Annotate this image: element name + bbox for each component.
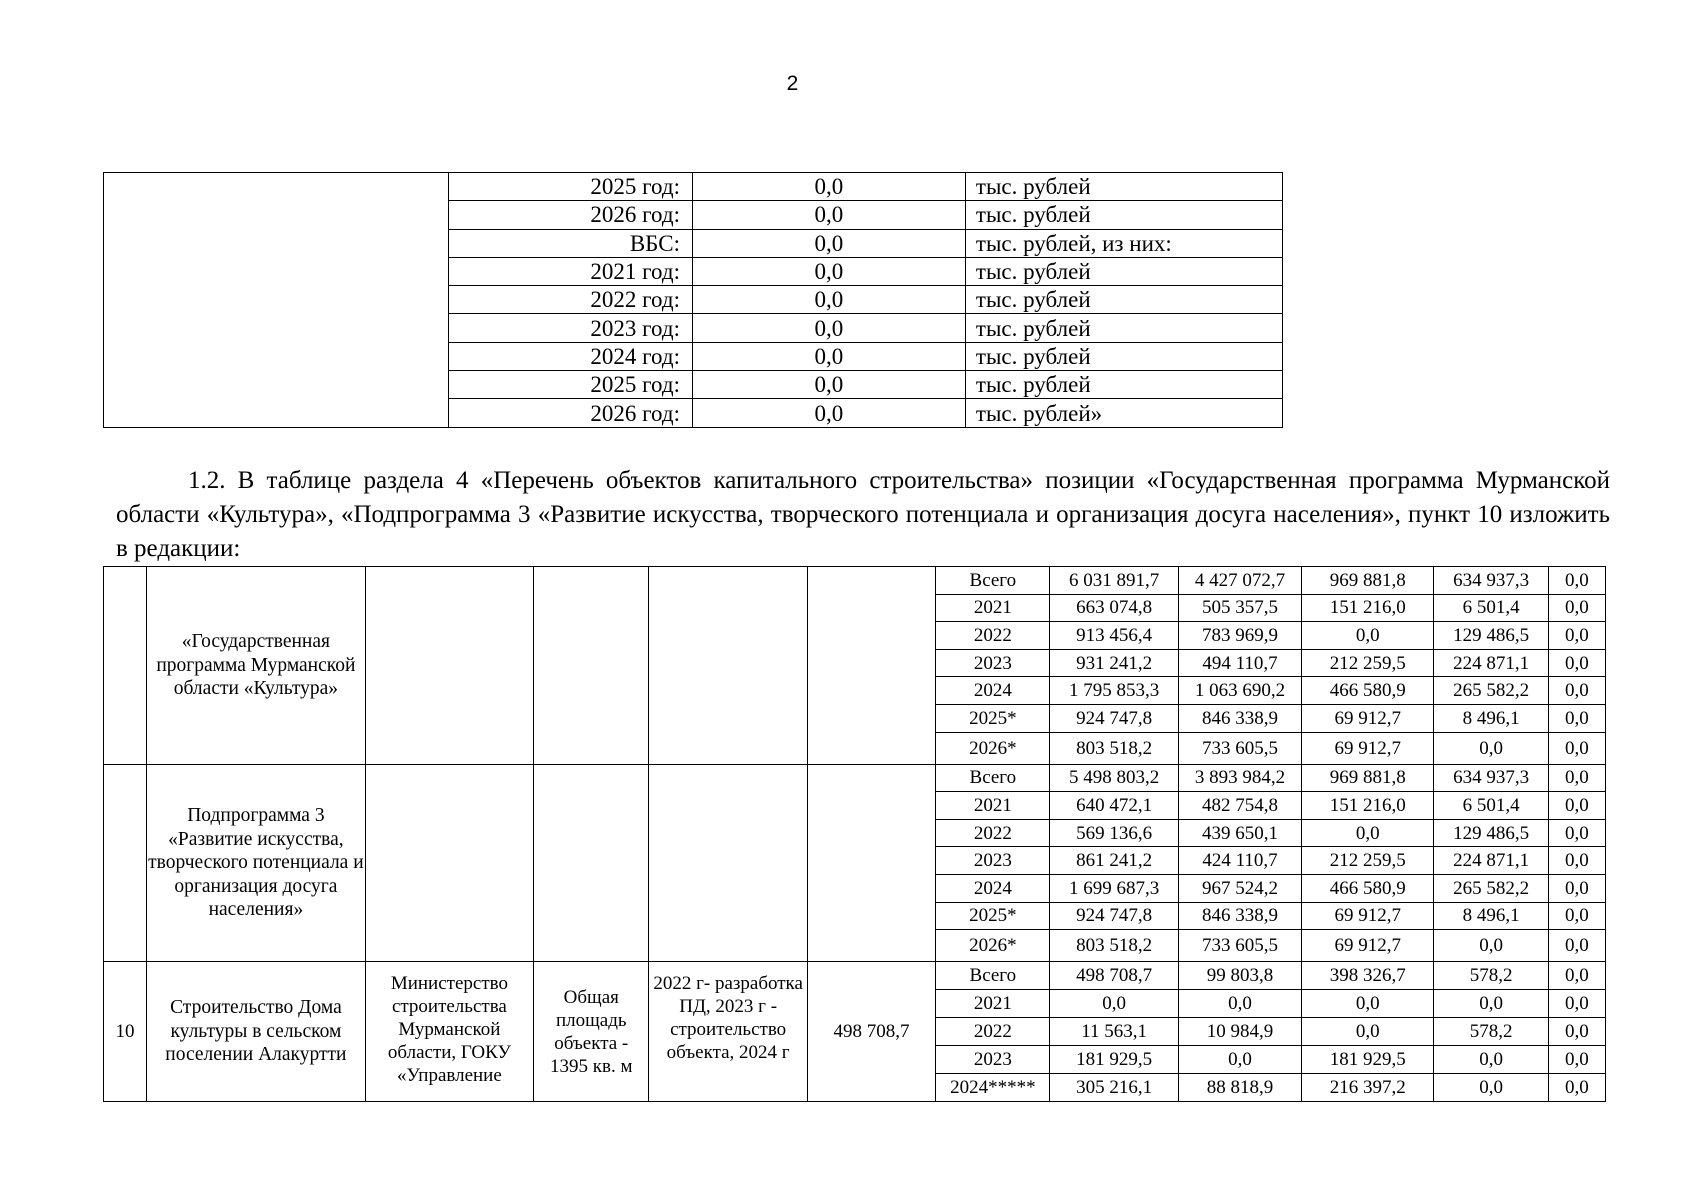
cell-year: 2022	[936, 1018, 1050, 1046]
cell-total: 803 518,2	[1050, 930, 1178, 962]
cell-total: 6 031 891,7	[1050, 567, 1178, 595]
responsible-org	[365, 764, 533, 962]
cell-federal: 967 524,2	[1178, 874, 1301, 902]
cell-total: 11 563,1	[1050, 1018, 1178, 1046]
cell-local: 224 871,1	[1434, 649, 1548, 677]
cell-other: 0,0	[1548, 1046, 1605, 1074]
cell-total: 924 747,8	[1050, 902, 1178, 930]
cell-year: 2021	[936, 594, 1050, 622]
funding-summary-table	[103, 172, 1283, 428]
cell-total: 924 747,8	[1050, 704, 1178, 732]
cell-other: 0,0	[1548, 874, 1605, 902]
cell-total: 1 699 687,3	[1050, 874, 1178, 902]
cell-other: 0,0	[1548, 1074, 1605, 1102]
cell-year: 2026*	[936, 732, 1050, 764]
object-capacity	[534, 764, 649, 962]
cell-local: 0,0	[1434, 930, 1548, 962]
cell-local: 0,0	[1434, 990, 1548, 1018]
cell-other: 0,0	[1548, 1018, 1605, 1046]
capital-construction-table	[103, 566, 1606, 1102]
construction-period	[649, 764, 807, 962]
cell-local: 265 582,2	[1434, 874, 1548, 902]
cell-regional: 0,0	[1302, 990, 1434, 1018]
cell-other: 0,0	[1548, 792, 1605, 820]
funding-label: 2026 год:	[449, 399, 693, 427]
cell-year: 2024	[936, 874, 1050, 902]
funding-label: 2023 год:	[449, 314, 693, 342]
funding-value: 0,0	[692, 371, 965, 399]
cell-local: 578,2	[1434, 962, 1548, 990]
cell-total: 305 216,1	[1050, 1074, 1178, 1102]
cell-federal: 783 969,9	[1178, 622, 1301, 650]
funding-label: 2025 год:	[449, 371, 693, 399]
funding-value: 0,0	[692, 286, 965, 314]
responsible-org	[365, 567, 533, 765]
cell-federal: 494 110,7	[1178, 649, 1301, 677]
cell-regional: 216 397,2	[1302, 1074, 1434, 1102]
cell-year: 2024*****	[936, 1074, 1050, 1102]
cell-total: 1 795 853,3	[1050, 677, 1178, 705]
object-name: Строительство Дома культуры в сельском поселении Алакуртти	[147, 962, 366, 1102]
cell-regional: 212 259,5	[1302, 847, 1434, 875]
cell-year: 2025*	[936, 902, 1050, 930]
cell-federal: 0,0	[1178, 1046, 1301, 1074]
cell-regional: 151 216,0	[1302, 792, 1434, 820]
cell-federal: 10 984,9	[1178, 1018, 1301, 1046]
row-number	[104, 567, 147, 765]
cell-regional: 212 259,5	[1302, 649, 1434, 677]
cell-local: 0,0	[1434, 732, 1548, 764]
cell-other: 0,0	[1548, 622, 1605, 650]
cell-other: 0,0	[1548, 990, 1605, 1018]
object-capacity: Общая площадь объекта - 1395 кв. м	[534, 962, 649, 1102]
cell-year: Всего	[936, 962, 1050, 990]
table-row	[104, 962, 1606, 990]
funding-unit: тыс. рублей	[965, 314, 1282, 342]
funding-value: 0,0	[692, 314, 965, 342]
cell-local: 8 496,1	[1434, 704, 1548, 732]
cell-other: 0,0	[1548, 732, 1605, 764]
cell-local: 578,2	[1434, 1018, 1548, 1046]
responsible-org-text: Министерство строительства Мурманской области, ГОКУ «Управление	[387, 973, 511, 1087]
funding-value: 0,0	[692, 399, 965, 427]
funding-value: 0,0	[692, 229, 965, 257]
cell-regional: 69 912,7	[1302, 902, 1434, 930]
funding-unit: тыс. рублей	[965, 173, 1282, 201]
funding-value: 0,0	[692, 342, 965, 370]
cell-federal: 846 338,9	[1178, 704, 1301, 732]
cell-federal: 3 893 984,2	[1178, 764, 1301, 792]
cell-regional: 181 929,5	[1302, 1046, 1434, 1074]
funding-unit: тыс. рублей	[965, 286, 1282, 314]
cell-year: 2023	[936, 847, 1050, 875]
funding-unit: тыс. рублей	[965, 342, 1282, 370]
construction-period-text: 2022 г- разработка ПД, 2023 г - строительство объекта, 2024 г	[653, 973, 803, 1064]
cell-total: 931 241,2	[1050, 649, 1178, 677]
row-number: 10	[104, 962, 147, 1102]
cell-other: 0,0	[1548, 567, 1605, 595]
cell-regional: 0,0	[1302, 622, 1434, 650]
cell-total: 498 708,7	[1050, 962, 1178, 990]
cell-other: 0,0	[1548, 847, 1605, 875]
cell-other: 0,0	[1548, 962, 1605, 990]
funding-unit: тыс. рублей	[965, 257, 1282, 285]
construction-period	[649, 962, 807, 1102]
cell-federal: 439 650,1	[1178, 819, 1301, 847]
cell-regional: 151 216,0	[1302, 594, 1434, 622]
cell-year: Всего	[936, 764, 1050, 792]
cell-total: 663 074,8	[1050, 594, 1178, 622]
cell-federal: 0,0	[1178, 990, 1301, 1018]
cell-total: 803 518,2	[1050, 732, 1178, 764]
object-name: Подпрограмма 3 «Развитие искусства, творческого потенциала и организация досуга населения»	[147, 764, 366, 962]
object-capacity	[534, 567, 649, 765]
cell-regional: 0,0	[1302, 1018, 1434, 1046]
funding-label: ВБС:	[449, 229, 693, 257]
cell-year: 2023	[936, 649, 1050, 677]
cell-year: 2025*	[936, 704, 1050, 732]
funding-label: 2021 год:	[449, 257, 693, 285]
cell-regional: 398 326,7	[1302, 962, 1434, 990]
cell-local: 6 501,4	[1434, 594, 1548, 622]
cell-regional: 969 881,8	[1302, 764, 1434, 792]
cell-other: 0,0	[1548, 819, 1605, 847]
funding-value: 0,0	[692, 201, 965, 229]
funding-unit: тыс. рублей, из них:	[965, 229, 1282, 257]
cell-federal: 1 063 690,2	[1178, 677, 1301, 705]
cell-federal: 88 818,9	[1178, 1074, 1301, 1102]
funding-label: 2022 год:	[449, 286, 693, 314]
cell-other: 0,0	[1548, 649, 1605, 677]
cell-other: 0,0	[1548, 704, 1605, 732]
funding-unit: тыс. рублей	[965, 371, 1282, 399]
table-row	[104, 764, 1606, 792]
cell-federal: 99 803,8	[1178, 962, 1301, 990]
estimated-cost	[807, 567, 935, 765]
cell-local: 0,0	[1434, 1074, 1548, 1102]
cell-regional: 969 881,8	[1302, 567, 1434, 595]
cell-federal: 4 427 072,7	[1178, 567, 1301, 595]
cell-regional: 69 912,7	[1302, 732, 1434, 764]
cell-other: 0,0	[1548, 764, 1605, 792]
funding-label: 2025 год:	[449, 173, 693, 201]
amendment-paragraph: 1.2. В таблице раздела 4 «Перечень объектов капитального строительства» позиции «Государственная программа Мурманской области «Культура», «Подпрограмма 3 «Развитие искусства, творческого потенциала и организация досуга населения», пункт 10 изложить в редакции:	[116, 467, 1610, 562]
cell-year: 2026*	[936, 930, 1050, 962]
empty-left-cell	[104, 173, 449, 428]
cell-regional: 0,0	[1302, 819, 1434, 847]
cell-federal: 505 357,5	[1178, 594, 1301, 622]
cell-year: 2021	[936, 792, 1050, 820]
funding-value: 0,0	[692, 173, 965, 201]
cell-total: 5 498 803,2	[1050, 764, 1178, 792]
cell-local: 224 871,1	[1434, 847, 1548, 875]
estimated-cost	[807, 764, 935, 962]
row-number	[104, 764, 147, 962]
cell-year: 2022	[936, 622, 1050, 650]
page-number: 2	[786, 72, 799, 95]
cell-year: 2023	[936, 1046, 1050, 1074]
construction-period	[649, 567, 807, 765]
cell-other: 0,0	[1548, 594, 1605, 622]
object-name: «Государственная программа Мурманской области «Культура»	[147, 567, 366, 765]
cell-other: 0,0	[1548, 677, 1605, 705]
cell-local: 8 496,1	[1434, 902, 1548, 930]
cell-federal: 482 754,8	[1178, 792, 1301, 820]
cell-local: 634 937,3	[1434, 567, 1548, 595]
cell-total: 640 472,1	[1050, 792, 1178, 820]
cell-federal: 733 605,5	[1178, 930, 1301, 962]
responsible-org	[365, 962, 533, 1102]
cell-federal: 733 605,5	[1178, 732, 1301, 764]
cell-regional: 466 580,9	[1302, 677, 1434, 705]
table-row	[104, 567, 1606, 595]
cell-local: 0,0	[1434, 1046, 1548, 1074]
estimated-cost: 498 708,7	[807, 962, 935, 1102]
cell-local: 6 501,4	[1434, 792, 1548, 820]
cell-year: 2024	[936, 677, 1050, 705]
funding-label: 2024 год:	[449, 342, 693, 370]
cell-local: 634 937,3	[1434, 764, 1548, 792]
funding-value: 0,0	[692, 257, 965, 285]
cell-other: 0,0	[1548, 930, 1605, 962]
cell-regional: 466 580,9	[1302, 874, 1434, 902]
funding-unit: тыс. рублей	[965, 201, 1282, 229]
cell-total: 569 136,6	[1050, 819, 1178, 847]
cell-federal: 424 110,7	[1178, 847, 1301, 875]
cell-other: 0,0	[1548, 902, 1605, 930]
funding-unit: тыс. рублей»	[965, 399, 1282, 427]
cell-regional: 69 912,7	[1302, 930, 1434, 962]
cell-local: 129 486,5	[1434, 819, 1548, 847]
cell-regional: 69 912,7	[1302, 704, 1434, 732]
cell-year: Всего	[936, 567, 1050, 595]
cell-total: 0,0	[1050, 990, 1178, 1018]
cell-local: 265 582,2	[1434, 677, 1548, 705]
funding-label: 2026 год:	[449, 201, 693, 229]
cell-total: 861 241,2	[1050, 847, 1178, 875]
cell-total: 181 929,5	[1050, 1046, 1178, 1074]
cell-total: 913 456,4	[1050, 622, 1178, 650]
funding-row	[104, 173, 1283, 201]
cell-year: 2021	[936, 990, 1050, 1018]
cell-federal: 846 338,9	[1178, 902, 1301, 930]
cell-local: 129 486,5	[1434, 622, 1548, 650]
cell-year: 2022	[936, 819, 1050, 847]
